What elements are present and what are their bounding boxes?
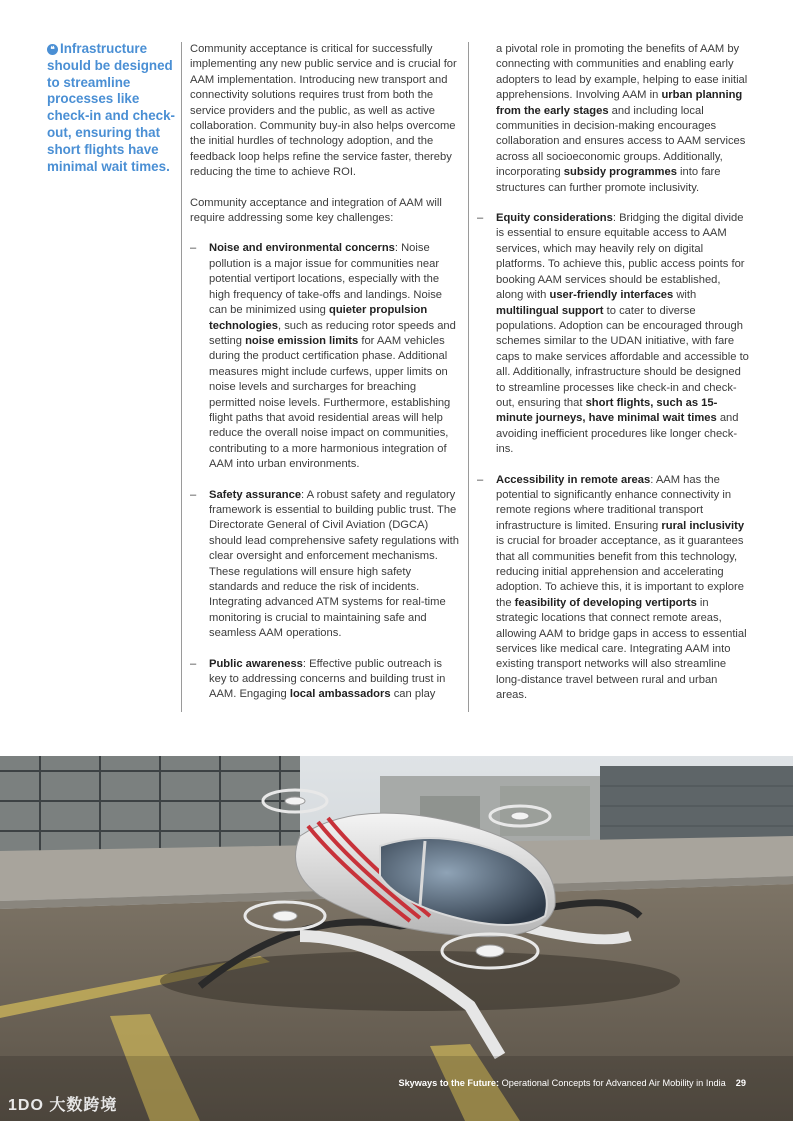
intro-paragraph: Community acceptance is critical for successfully implementing any new public service and is crucial for AAM implementation. Introducing new transport and connectivity solutions requires trust from both the service providers and the public, as well as active collaboration. Community buy-in also helps overcome the initial hurdles of technology adoption, and the feedback loop helps refine the service faster, thereby reducing the time to achieve ROI. [190,43,457,179]
bullet-text: and avoiding inefficient procedures like longer check-ins. [496,412,739,456]
bullet-awareness [190,657,460,703]
lead-paragraph: Community acceptance and integration of AAM will require addressing some key challenges: [190,196,442,225]
bold-phrase: urban planning from the early stages [496,89,743,117]
pull-quote [47,41,175,175]
page-footer [398,1078,746,1088]
column-divider-left [181,42,182,712]
bullet-text: : Bridging the digital divide is essential to ensure equitable access to AAM services, which may heavily rely on digital platforms. To achieve this, public access points for booking AAM services should be established, along with [496,212,745,302]
watermark: 1DO 大数跨境 [8,1097,118,1114]
bold-phrase: multilingual support [496,304,604,317]
bullet-title: Noise and environmental concerns [209,242,395,255]
bullet-text: : Effective public outreach is key to addressing concerns and building trust in AAM. Engaging [209,657,446,701]
evtol-photo [0,756,793,1121]
bullet-text: : Noise pollution is a major issue for communities near potential vertiport locations, especially with the high frequency of take-offs and landings. Noise can be minimized using [209,242,443,317]
text-column-1 [190,42,460,718]
continued-paragraph [477,42,749,196]
bullet-title: Accessibility in remote areas [496,473,651,486]
bullet-equity [477,211,749,458]
footer-subtitle: Operational Concepts for Advanced Air Mobility in India [499,1078,726,1088]
bold-phrase: local ambassadors [289,688,391,701]
bullet-safety [190,488,460,642]
paragraph-text: into fare structures can further promote inclusivity. [496,166,721,194]
bullet-title: Safety assurance [209,488,302,501]
bold-phrase: quieter propulsion technologies [209,304,428,332]
bullet-text: to cater to diverse populations. Adoption can be encouraged through schemes similar to the UDAN initiative, with fare caps to make services affordable and accessible to all. Additionally, infrastructure should be designed to streamline processes like check-in and check-out, ensuring that [496,304,749,409]
quote-icon: ❝ [47,44,58,55]
bullet-text: is crucial for broader acceptance, as it guarantees that all communities benefit from this technology, reducing initial apprehension and accelerating adoption. To achieve this, it is important to explore the [496,535,744,609]
bullet-text: : AAM has the potential to significantly enhance connectivity in remote regions where traditional transport infrastructure is limited. Ensuring [496,473,732,532]
pull-quote-text: Infrastructure should be designed to streamline processes like check-in and check-out, ensuring that short flights have minimal wait times. [47,41,176,174]
bold-phrase: subsidy programmes [563,166,677,179]
bold-phrase: rural inclusivity [661,519,745,532]
bullet-text: : A robust safety and regulatory framework is essential to building public trust. The Directorate General of Civil Aviation (DGCA) should lead comprehensive safety regulations with clear oversight and enforcement mechanisms. These regulations will ensure high safety standards and reduce the risk of incidents. Integrating advanced ATM systems for real-time monitoring is crucial to maintaining safe and seamless AAM operations. [209,488,459,640]
bullet-accessibility [477,473,749,704]
bold-phrase: noise emission limits [245,334,359,347]
column-divider-right [468,42,469,712]
text-column-2 [477,42,749,719]
bold-phrase: feasibility of developing vertiports [514,596,697,609]
paragraph-text: a pivotal role in promoting the benefits of AAM by connecting with communities and enabling early adopters to lead by example, helping to ease initial apprehensions. Involving AAM in [496,43,748,102]
bullet-text: can play [390,688,436,701]
bullet-text: with [673,289,697,302]
bullet-title: Public awareness [209,657,303,670]
evtol-rooftop-illustration [0,756,793,1121]
bullet-title: Equity considerations [496,212,613,225]
bold-phrase: short flights, such as 15-minute journeys, have minimal wait times [496,396,718,425]
paragraph-text: and including local communities in decision-making encourages collaboration and ensures access to AAM services across all socioeconomic groups. Additionally, incorporating [496,104,746,179]
bullet-text: , such as reducing rotor speeds and setting [209,319,456,347]
bullet-text: in strategic locations that connect remote areas, allowing AAM to bridge gaps in access to essential services like medical care. Integrating AAM into existing transport networks will also streamline long-distance travel between rural and urban areas. [496,596,747,702]
bullet-noise [190,241,460,472]
bullet-text: for AAM vehicles during the product certification phase. Additional measures might include curfews, upper limits on noise levels and surcharges for breaching permitted noise levels. Furthermore, establishing flight paths that avoid residential areas will help reduce the overall noise impact on communities, contributing to a more harmonious integration of AAM into urban environments. [209,334,451,471]
bold-phrase: user-friendly interfaces [549,289,674,302]
footer-title: Skyways to the Future: [398,1078,500,1088]
page-number: 29 [735,1078,746,1088]
